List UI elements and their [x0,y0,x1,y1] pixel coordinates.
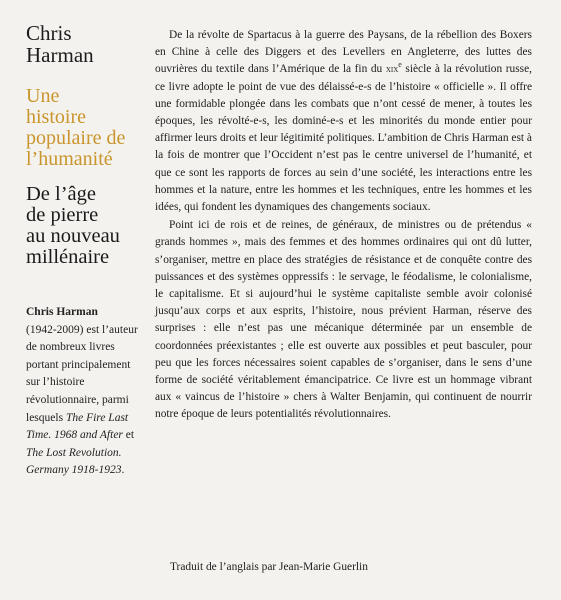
bio-book-title-2: The Lost Revolution. Germany 1918-1923 [26,446,122,477]
blurb-paragraph-2: Point ici de rois et de reines, de généraux, de ministres ou de prétendus « grands hommes », mais des femmes et des hommes ordinaires qui ont dû lutter, s’organiser, mettre en place des stratégies de résistance et de conquête contre des puissances et des systèmes oppressifs : le servage, le féodalisme, le colonialisme, le capitalisme. Et si aujourd’hui le système capitaliste semble avoir colonisé jusqu’aux corps et aux esprits, l’histoire, nous prévient Harman, réserve des surprises : elle n’est pas une mécanique déterminée par un ensemble de coordonnées préexistantes ; elle est ouverte aux possibles et peut basculer, pour peu que les forces nécessaires soient capables de s’organiser, dans le sens d’une forme de société véritablement émancipatrice. Ce livre est un hommage vibrant aux « vaincus de l’histoire » chers à Walter Benjamin, qui continuent de nourrir notre époque de leurs potentialités révolutionnaires. [155,219,532,421]
blurb-column [155,27,532,424]
bio-text: (1942-2009) est l’auteur de nombreux livres portant principalement sur l’histoire révolutionnaire, parmi lesquels [26,323,138,424]
blurb-paragraph-1: De la révolte de Spartacus à la guerre des Paysans, de la rébellion des Boxers en Chine à celle des Diggers et des Levellers en Angleterre, des luttes des ouvrières du textile dans l’Amérique de la fin du xix$^e$ siècle à la révolution russe, ce livre adopte le point de vue des délaissé-e-s de l’histoire « officielle ». Il offre une formidable plongée dans les combats que n’ont cessé de mener, à toutes les époques, les révolté-e-s, les dominé-e-s et les minorités du monde entier pour affirmer leurs droits et leur légitimité politiques. L’ambition de Chris Harman est à la fois de montrer que l’Occident n’est pas le centre universel de l’humanité, et que ce sont les rapports de forces au sein d’une société, les interactions entre les hommes et la nature, entre les hommes et les techniques, entre les hommes et les idées, qui fondent les dynamiques des changements sociaux. [155,29,532,214]
bio-text-and: et [122,429,135,442]
bio-author-name: Chris Harman [26,306,98,318]
author-bio [26,304,144,480]
bio-text-end: . [121,464,125,477]
left-column [26,22,144,480]
book-title: Une histoire populaire de l’humanité [26,85,126,170]
book-subtitle: De l’âge de pierre au nouveau millénaire [26,183,120,268]
author-name: Chris Harman [26,21,94,67]
century-numeral: xix [385,64,399,76]
century-suffix: e [398,60,402,70]
bio-book-title-1: The Fire Last Time. 1968 and After [26,411,129,442]
translator-credit: Traduit de l’anglais par Jean-Marie Guerlin [170,561,368,573]
